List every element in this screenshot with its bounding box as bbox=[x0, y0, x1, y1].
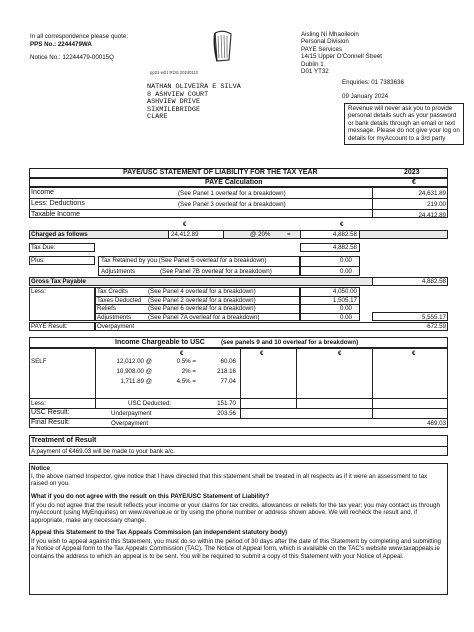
usc-deducted-label: USC Deducted: bbox=[128, 399, 171, 407]
usc-result-type: Underpayment bbox=[111, 409, 152, 417]
usc-band-rate: 0.5% = bbox=[176, 358, 196, 365]
usc-title-note: (see panels 9 and 10 overleaf for a breakdown) bbox=[221, 339, 359, 346]
dept-line: Aisling Ní Mhaoileoin bbox=[301, 31, 359, 38]
credit-value: 4,050.00 bbox=[332, 288, 357, 295]
charged-rate: @ 20% bbox=[250, 231, 271, 238]
usc-result-value: 203.56 bbox=[217, 409, 236, 417]
paye-calc-title: PAYE Calculation bbox=[205, 178, 263, 186]
usc-block bbox=[29, 348, 448, 428]
security-notice-box: Revenue will never ask you to provide personal details such as your password or bank details through an email or text message. Please do not give your log on details for myAccount to a 3rd party bbox=[344, 103, 464, 145]
deductions-label: Less: Deductions bbox=[31, 200, 85, 207]
address-line: 8 ASHVIEW COURT bbox=[147, 90, 209, 99]
tax-retained-value: 0.00 bbox=[339, 257, 352, 264]
statement-title: PAYE/USC STATEMENT OF LIABILITY FOR THE TAX YEAR bbox=[123, 169, 318, 176]
disagree-text: If you do not agree that the result reflects your income or your claims for tax credits, allowances or reliefs for the tax year; you may contact us through myAccount (using MyEnquiries) on www.revenue.ie or by using the phone number or address shown above. We will recheck the result and, if appropriate, make any necessary change. bbox=[31, 502, 440, 524]
appeal-title: Appeal this Statement to the Tax Appeals Commission (an independent statutory body) bbox=[31, 529, 288, 536]
correspondence-note: In all correspondence please quote: bbox=[30, 33, 129, 40]
address-line: NATHAN OLIVEIRA E SILVA bbox=[147, 83, 241, 91]
notice-text: I, the above named Inspector, give notice that I have directed that this statement shall be treated in all respects as if it were an assessment to tax raised on you. bbox=[31, 473, 428, 488]
final-result-type: Overpayment bbox=[111, 419, 149, 427]
final-result-value: 469.03 bbox=[427, 419, 446, 427]
credit-note: (See Panel 6 overleaf for a breakdown) bbox=[148, 305, 256, 312]
credit-label: Tax Credits bbox=[97, 288, 128, 295]
enquiries-phone: Enquiries: 01 7383636 bbox=[342, 79, 404, 86]
usc-band-amount: 10,908.00 @ bbox=[116, 368, 152, 375]
credit-label: Taxes Deducted bbox=[97, 296, 142, 304]
disagree-title: What if you do not agree with the result on this PAYE/USC Statement of Liability? bbox=[31, 493, 270, 500]
income-value: 24,631.89 bbox=[418, 189, 446, 197]
adjustments-note: (See Panel 7B overleaf for a breakdown) bbox=[160, 267, 272, 275]
credit-value: 0.00 bbox=[339, 305, 352, 312]
currency-symbol: € bbox=[180, 350, 184, 357]
deductions-value: 219.00 bbox=[427, 200, 446, 208]
currency-symbol: € bbox=[338, 350, 342, 357]
income-label: Income bbox=[31, 189, 54, 196]
dept-line: Personal Division bbox=[301, 38, 349, 46]
currency-symbol: € bbox=[340, 221, 344, 228]
usc-band-value: 60.06 bbox=[220, 358, 236, 365]
charged-label: Charged as follows bbox=[31, 231, 88, 238]
dept-line: D01 YT32 bbox=[301, 68, 329, 76]
usc-band-amount: 1,711.89 @ bbox=[120, 378, 152, 385]
adjustments-label: Adjustments bbox=[101, 267, 136, 275]
pps-number: PPS No.: 2244479WA bbox=[30, 41, 92, 48]
dept-line: PAYE Services bbox=[301, 45, 343, 53]
credits-total: 5,555.17 bbox=[421, 313, 446, 321]
statement-date: 09 January 2024 bbox=[342, 93, 389, 100]
credit-note: (See Panel 2 overleaf for a breakdown) bbox=[148, 296, 256, 304]
usc-less-label: Less: bbox=[31, 399, 46, 407]
recipient-address bbox=[147, 84, 241, 122]
credit-note: (See Panel 7A overleaf for a breakdown) bbox=[148, 313, 260, 321]
charged-value: 4,882.58 bbox=[332, 231, 357, 238]
credit-value: 0.00 bbox=[339, 313, 352, 321]
taxdue-label: Tax Due: bbox=[31, 244, 56, 251]
usc-band-rate: 2% = bbox=[181, 368, 196, 375]
paye-result-type: Overpayment bbox=[97, 323, 135, 330]
usc-band-amount: 12,012.00 @ bbox=[116, 358, 152, 365]
less-label: Less: bbox=[31, 288, 46, 295]
dept-line: 14/15 Upper O'Connell Street bbox=[301, 53, 382, 61]
adjustments-value: 0.00 bbox=[339, 267, 352, 275]
paye-result-label: PAYE Result: bbox=[31, 323, 68, 330]
appeal-text: If you wish to appeal against this Statement, you must do so within the period of 30 days after the date of this Statement by completing and submitting a Notice of Appeal form to the Tax Appeals Commission (TAC). The Notice of Appeal form, which is available on the TAC's website www.taxappeals.ie contains the address to which an appeal is to be sent. You will be required to submit a copy of this Statement with your Notice of Appeal. bbox=[31, 538, 441, 560]
harp-emblem-icon bbox=[212, 30, 234, 64]
charged-row bbox=[29, 230, 448, 239]
plus-label: Plus: bbox=[31, 257, 45, 264]
address-line: SIXMILEBRIDGE bbox=[147, 105, 201, 114]
usc-band-value: 77.04 bbox=[220, 378, 236, 385]
notice-number: Notice No.: 12244479-00015Q bbox=[30, 54, 114, 61]
credit-label: Reliefs bbox=[97, 305, 116, 312]
usc-band-value: 218.16 bbox=[217, 368, 236, 375]
currency-symbol: € bbox=[412, 350, 416, 357]
address-line: CLARE bbox=[147, 113, 168, 122]
currency-symbol: € bbox=[260, 350, 264, 357]
currency-symbol: € bbox=[412, 178, 416, 186]
taxable-income-label: Taxable Income bbox=[31, 211, 81, 218]
usc-band-rate: 4.5% = bbox=[176, 378, 196, 385]
dept-line: Dublin 1 bbox=[301, 60, 324, 68]
paye-result-value: 672.59 bbox=[427, 323, 446, 330]
department-address bbox=[301, 31, 471, 75]
gross-tax-label: Gross Tax Payable bbox=[31, 278, 86, 285]
credit-value: 1,505.17 bbox=[332, 296, 357, 304]
credit-note: (See Panel 4 overleaf for a breakdown) bbox=[148, 288, 256, 295]
taxable-income-value: 24,412.89 bbox=[418, 211, 446, 219]
notice-title: Notice bbox=[31, 465, 50, 472]
address-line: ASHVIEW DRIVE bbox=[147, 98, 201, 107]
treatment-title: Treatment of Result bbox=[31, 436, 97, 444]
gross-tax-value: 4,882.58 bbox=[421, 278, 446, 285]
tax-year: 2023 bbox=[404, 169, 420, 176]
equals-sign: = bbox=[287, 231, 291, 238]
tax-retained-label: Tax Retained by you (See Panel 5 overleaf for a breakdown) bbox=[101, 257, 267, 264]
currency-symbol: € bbox=[183, 221, 187, 228]
deductions-note: (See Panel 3 overleaf for a breakdown) bbox=[178, 200, 286, 208]
taxdue-value: 4,882.58 bbox=[332, 244, 357, 251]
usc-title: Income Chargeable to USC bbox=[115, 338, 205, 346]
final-result-label: Final Result: bbox=[31, 419, 70, 426]
income-note: (See Panel 1 overleaf for a breakdown) bbox=[178, 189, 286, 197]
credit-label: Adjustments bbox=[97, 313, 132, 321]
usc-deducted-value: 151.70 bbox=[217, 399, 236, 407]
charged-amount: 24,412.89 bbox=[171, 231, 199, 238]
usc-result-label: USC Result: bbox=[31, 409, 70, 416]
form-reference: pp21-w01 ROS 20240110 bbox=[150, 70, 199, 75]
treatment-text: A payment of €469.03 will be made to your bank a/c. bbox=[31, 447, 175, 455]
usc-self-label: SELF bbox=[31, 358, 47, 365]
